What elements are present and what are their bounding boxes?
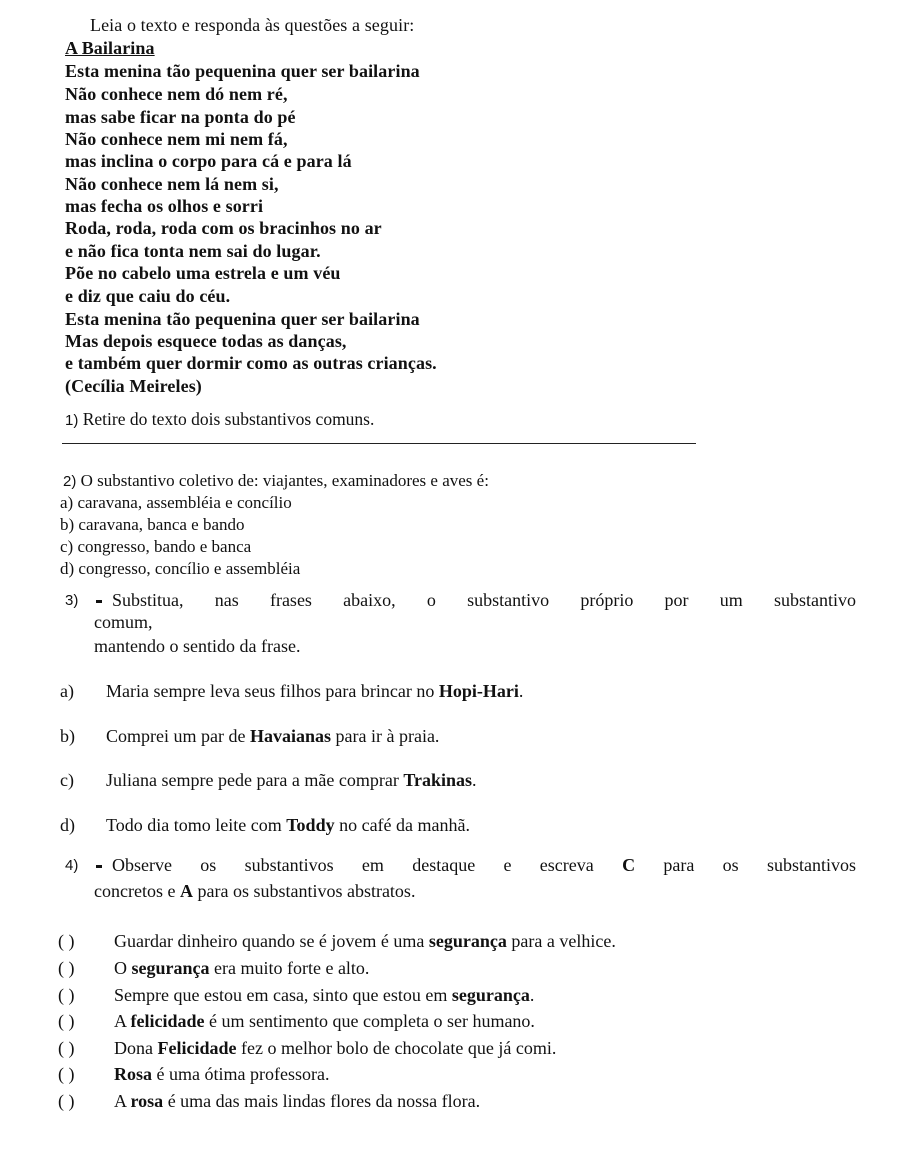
question-3-text: Substitua, nas frases abaixo, o substantivo próprio por um substantivo: [94, 589, 856, 611]
q4-item: ( ) A rosa é uma das mais lindas flores da nossa flora.: [58, 1091, 481, 1111]
poem-line: mas inclina o corpo para cá e para lá: [65, 151, 352, 171]
poem-line: Mas depois esquece todas as danças,: [65, 331, 347, 351]
question-text: Retire do texto dois substantivos comuns.: [82, 409, 375, 429]
q4-item: ( ) O segurança era muito forte e alto.: [58, 958, 370, 978]
instruction-text: Leia o texto e responda às questões a seguir:: [90, 15, 415, 35]
poem-line: Esta menina tão pequenina quer ser bailarina: [65, 61, 420, 81]
question-2: [63, 471, 489, 492]
question-number: 4): [65, 857, 79, 874]
q4-item: ( ) Sempre que estou em casa, sinto que estou em segurança.: [58, 985, 535, 1005]
answer-line[interactable]: [62, 443, 696, 444]
option-a[interactable]: a) caravana, assembléia e concílio: [60, 493, 292, 512]
question-number: 2): [63, 473, 77, 490]
question-4-text-cont: concretos e A para os substantivos abstratos.: [94, 881, 416, 901]
bullet-dash-icon: [96, 600, 102, 603]
poem-author: (Cecília Meireles): [65, 376, 202, 396]
poem-line: Roda, roda, roda com os bracinhos no ar: [65, 218, 382, 238]
question-number: 3): [65, 592, 79, 609]
poem-line: e não fica tonta nem sai do lugar.: [65, 241, 321, 261]
q4-item: ( ) Guardar dinheiro quando se é jovem é uma segurança para a velhice.: [58, 931, 616, 951]
question-4-text: Observe os substantivos em destaque e escreva C para os substantivos: [94, 854, 856, 876]
answer-blank[interactable]: ( ): [58, 1064, 75, 1084]
answer-blank[interactable]: ( ): [58, 1011, 75, 1031]
question-text: O substantivo coletivo de: viajantes, examinadores e aves é:: [80, 471, 489, 490]
poem-line: Põe no cabelo uma estrela e um véu: [65, 263, 341, 283]
question-3-text-cont: comum,: [94, 612, 153, 632]
q4-item: ( ) A felicidade é um sentimento que completa o ser humano.: [58, 1011, 535, 1031]
q3-item-b: b) Comprei um par de Havaianas para ir à praia.: [60, 726, 440, 746]
answer-blank[interactable]: ( ): [58, 1091, 75, 1111]
answer-blank[interactable]: ( ): [58, 958, 75, 978]
poem-title: A Bailarina: [65, 38, 155, 58]
question-1: [65, 409, 374, 431]
bullet-dash-icon: [96, 865, 102, 868]
q3-item-a: a) Maria sempre leva seus filhos para brincar no Hopi-Hari.: [60, 681, 524, 701]
poem-line: mas fecha os olhos e sorri: [65, 196, 264, 216]
question-3-text-cont: mantendo o sentido da frase.: [94, 636, 301, 656]
poem-line: mas sabe ficar na ponta do pé: [65, 107, 296, 127]
question-number: 1): [65, 412, 79, 429]
poem-line: Não conhece nem lá nem si,: [65, 174, 279, 194]
option-c[interactable]: c) congresso, bando e banca: [60, 537, 252, 556]
answer-blank[interactable]: ( ): [58, 1038, 75, 1058]
q3-item-d: d) Todo dia tomo leite com Toddy no café da manhã.: [60, 815, 471, 835]
q4-item: ( ) Rosa é uma ótima professora.: [58, 1064, 330, 1084]
q3-item-c: c) Juliana sempre pede para a mãe comprar Trakinas.: [60, 770, 477, 790]
poem-line: e também quer dormir como as outras crianças.: [65, 353, 437, 373]
q4-item: ( ) Dona Felicidade fez o melhor bolo de chocolate que já comi.: [58, 1038, 557, 1058]
option-b[interactable]: b) caravana, banca e bando: [60, 515, 245, 534]
poem-line: Não conhece nem mi nem fá,: [65, 129, 288, 149]
answer-blank[interactable]: ( ): [58, 985, 75, 1005]
poem-line: Não conhece nem dó nem ré,: [65, 84, 288, 104]
poem-line: Esta menina tão pequenina quer ser bailarina: [65, 309, 420, 329]
poem-line: e diz que caiu do céu.: [65, 286, 231, 306]
option-d[interactable]: d) congresso, concílio e assembléia: [60, 559, 301, 578]
answer-blank[interactable]: ( ): [58, 931, 75, 951]
